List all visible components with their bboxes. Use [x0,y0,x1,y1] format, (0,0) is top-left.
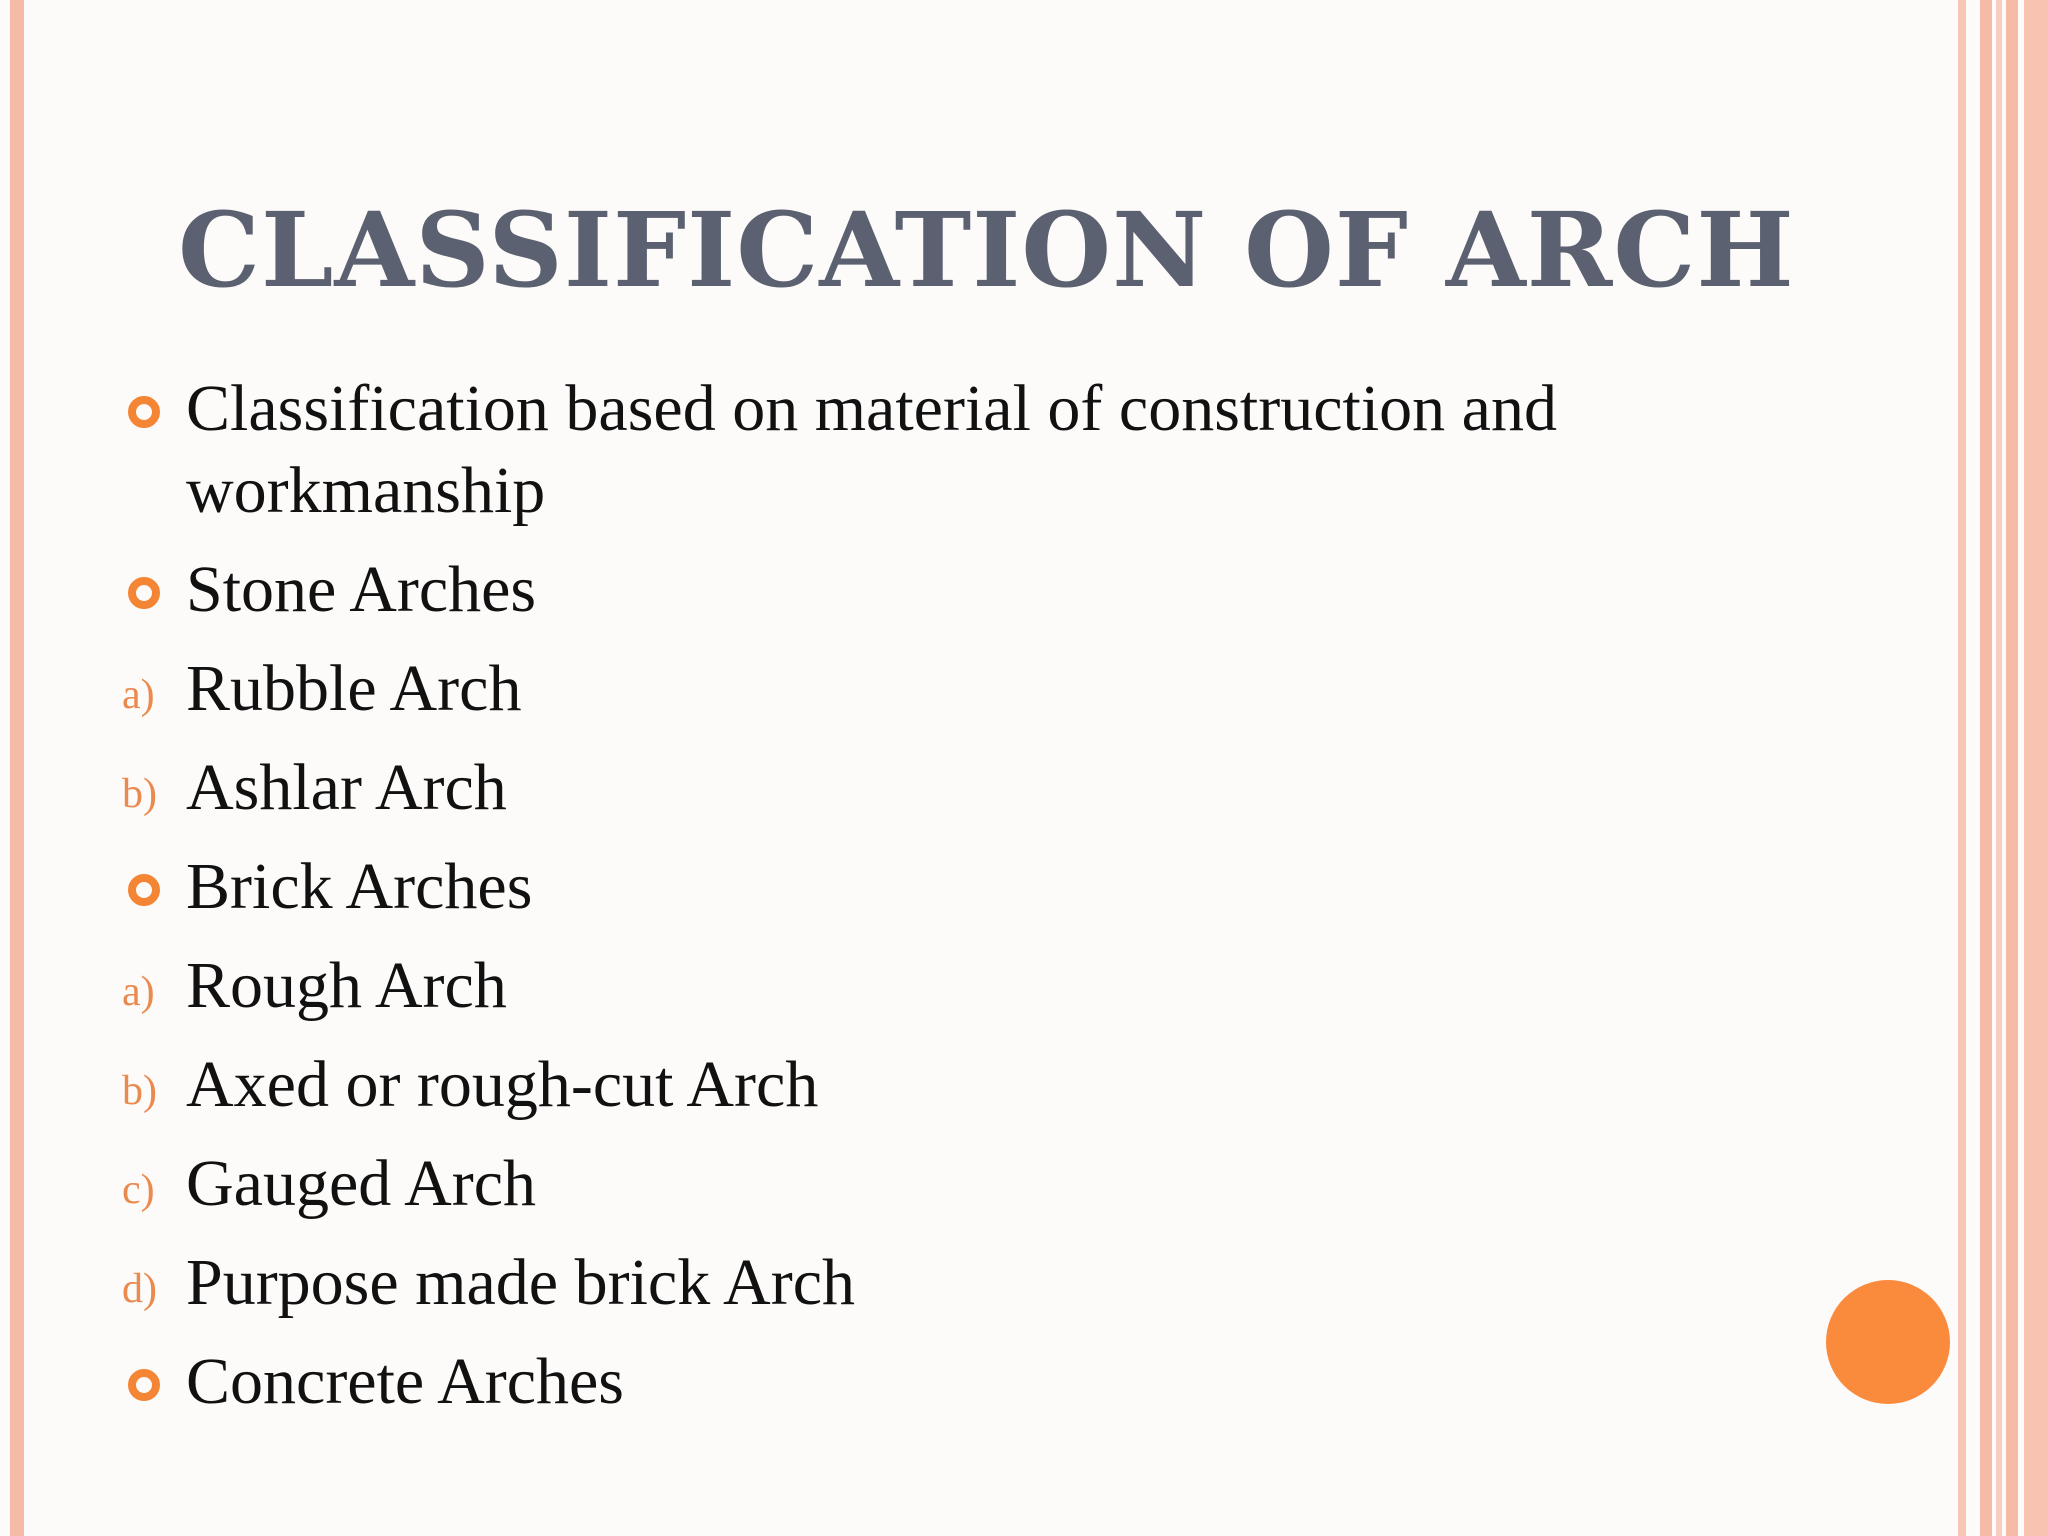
list-item [120,549,1740,631]
list-item-marker: b) [122,771,157,817]
list-item-text: Brick Arches [186,850,533,923]
list-item [120,747,1740,829]
slide-title: CLASSIFICATION OF ARCH [178,190,1795,311]
hollow-circle-bullet-icon [128,1369,160,1401]
list-item-marker: c) [122,1167,155,1213]
list-item [120,945,1740,1027]
right-border-stripe [1996,0,2002,1536]
list-item-text: Purpose made brick Arch [186,1246,855,1319]
hollow-circle-bullet-icon [128,577,160,609]
list-item-text: Gauged Arch [186,1147,537,1220]
orange-dot-icon [1826,1280,1950,1404]
list-item [120,1242,1740,1324]
list-item-text: Ashlar Arch [186,751,507,824]
list-item-text: Axed or rough-cut Arch [186,1048,819,1121]
list-item-text: Rough Arch [186,949,507,1022]
list-item [120,1341,1740,1423]
list-item-marker: a) [122,969,155,1015]
hollow-circle-bullet-icon [128,396,160,428]
left-border-stripe [10,0,24,1536]
right-border-stripe [2024,0,2048,1536]
list-item [120,846,1740,928]
list-item [120,1143,1740,1225]
list-item-marker: a) [122,672,155,718]
right-border-stripe [1958,0,1966,1536]
list-item-text: Stone Arches [186,553,537,626]
list-item-marker: b) [122,1068,157,1114]
list-item-marker: d) [122,1266,157,1312]
hollow-circle-bullet-icon [128,874,160,906]
list-item [120,1044,1740,1126]
bullet-list [120,368,1740,1440]
list-item [120,648,1740,730]
list-item-text: Classification based on material of construction and workmanship [186,372,1557,527]
right-border-stripe [2006,0,2018,1536]
right-border-stripe [1980,0,1992,1536]
list-item [120,368,1740,532]
list-item-text: Rubble Arch [186,652,522,725]
list-item-text: Concrete Arches [186,1345,624,1418]
